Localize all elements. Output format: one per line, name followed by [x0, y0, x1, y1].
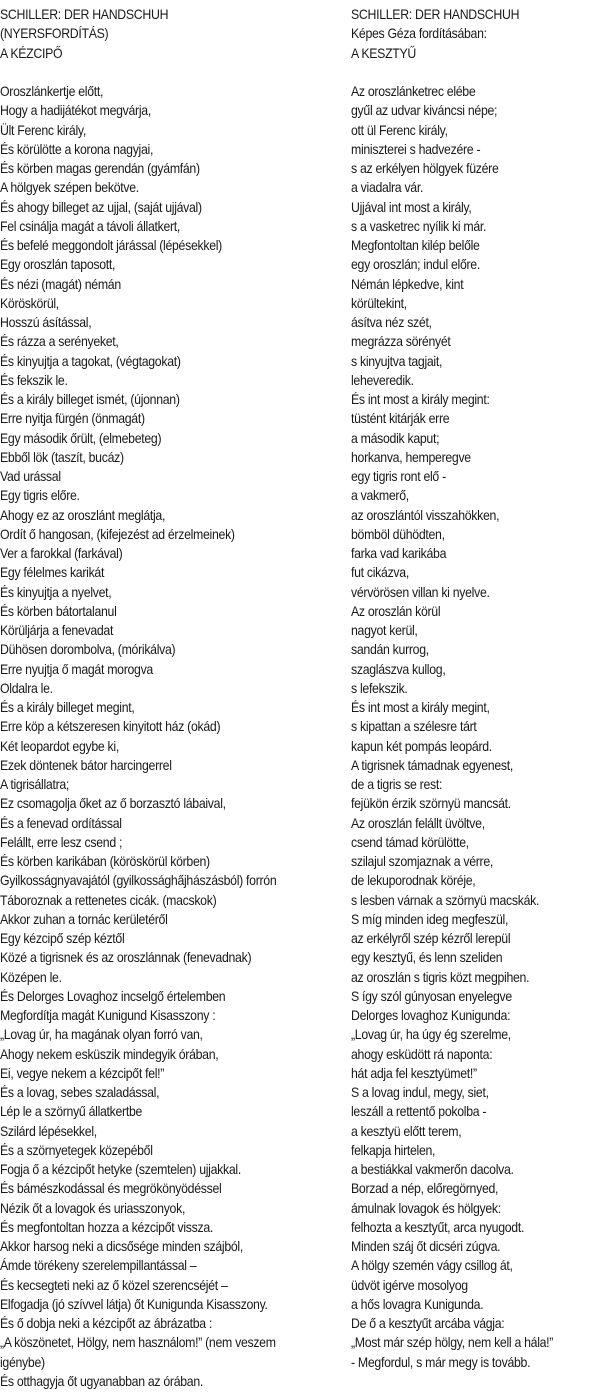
stanza-gap [0, 63, 276, 82]
poem-line: de a tigris se rest: [351, 776, 443, 792]
poem-line: fut cikázva, [351, 564, 409, 581]
poem-line: Az oroszlán körül [351, 602, 441, 619]
poem-line: Borzad a nép, előregörnyed, [351, 1180, 499, 1197]
poem-line: a kesztyü előtt terem, [351, 1122, 462, 1139]
poem-line: És megfontoltan hozza a kézcipőt vissza. [0, 1218, 213, 1235]
poem-line: leszáll a rettentő pokolba - [351, 1103, 487, 1120]
poem-line: ahogy esküdött rá naponta: [351, 1045, 493, 1062]
poem-line: Erre köp a kétszeresen kinyitott ház (okád) [0, 718, 221, 735]
poem-line: megrázza sörényét [351, 333, 451, 350]
poem-line: És kecsegteti neki az ő közel szerencséjét – [0, 1276, 228, 1293]
poem-line: a viadalra vár. [351, 179, 424, 196]
poem-line: S így szól gúnyosan enyelegve [351, 987, 512, 1004]
poem-line: „A köszönetet, Hölgy, nem használom!” (nem veszem [0, 1334, 276, 1351]
poem-line: az oroszlántól visszahökken, [351, 506, 500, 523]
poem-line: „Most már szép hölgy, nem kell a hála!” [351, 1334, 554, 1351]
poem-line: Lép le a szörnyű állatkertbe [0, 1103, 143, 1120]
poem-line: sandán kurrog, [351, 641, 429, 658]
poem-line: igénybe) [0, 1353, 45, 1370]
poem-line: És ő dobja neki a kézcipőt az ábrázatba : [0, 1315, 213, 1331]
poem-line: Gyilkosságnyavajától (gyilkosságha̋jhászásból) forrón [0, 872, 277, 889]
poem-line: Ebből lök (taszít, bucáz) [0, 448, 124, 465]
poem-line: Vad urással [0, 468, 61, 484]
poem-line: Egy kézcipő szép kéztől [0, 930, 125, 946]
poem-line: Az oroszlán felállt üvöltve, [351, 814, 485, 831]
poem-line: És nézi (magát) némán [0, 275, 121, 292]
poem-line: s lefekszik. [351, 679, 408, 696]
poem-line: Megfontoltan kilép belőle [351, 237, 480, 253]
poem-line: csend támad körülötte, [351, 833, 469, 850]
poem-line: Dühösen dorombolva, (mórikálva) [0, 641, 176, 658]
poem-source-title: SCHILLER: DER HANDSCHUH [351, 6, 520, 22]
poem-line: egy oroszlán; indul előre. [351, 256, 480, 273]
poem-line: ámulnak lovagok és hölgyek: [351, 1199, 501, 1216]
poem-line: De ő a kesztyűt arcába vágja: [351, 1315, 505, 1331]
poem-line: hát adja fel kesztyümet!” [351, 1064, 477, 1081]
poem-line: Fogja ő a kézcipőt hetyke (szemtelen) ujjakkal. [0, 1161, 241, 1177]
poem-line: ott ül Ferenc király, [351, 121, 448, 138]
poem-line: Nézik őt a lovagok és uriasszonyok, [0, 1199, 186, 1216]
poem-line: S a lovag indul, megy, siet, [351, 1084, 489, 1100]
poem-line: szilajul szomjaznak a vérre, [351, 853, 494, 869]
poem-line: Hogy a hadijátékot megvárja, [0, 102, 151, 119]
poem-line: gyűl az udvar kiváncsi népe; [351, 102, 498, 119]
poem-line: tüstént kitárják erre [351, 410, 450, 427]
poem-line: Ei, vegye nekem a kézcipőt fel!” [0, 1064, 165, 1081]
poem-line: fejükön érzik szörnyü mancsát. [351, 795, 511, 812]
poem-line: de lekuporodnak köréje, [351, 872, 476, 889]
poem-line: Ver a farokkal (farkával) [0, 545, 123, 561]
poem-line: Ült Ferenc király, [0, 121, 86, 138]
poem-line: És int most a király megint: [351, 391, 490, 407]
poem-line: Ez csomagolja őket az ő borzasztó lábaival, [0, 795, 226, 812]
poem-line: az oroszlán s tigris közt megpihen. [351, 968, 530, 985]
poem-line: Ámde törékeny szerelempillantással – [0, 1257, 197, 1274]
poem-line: a hős lovagra Kunigunda. [351, 1295, 484, 1312]
poem-line: És Delorges Lovaghoz incselgő értelemben [0, 987, 226, 1004]
poem-line: ásítva néz szét, [351, 314, 432, 330]
poem-line: Akkor zuhan a tornác kerületéről [0, 910, 168, 927]
poem-line: „Lovag úr, ha magának olyan forró van, [0, 1026, 203, 1043]
poem-line: egy kesztyű, és lenn szeliden [351, 949, 503, 966]
poem-line: egy tigris ront elő - [351, 468, 446, 484]
literal-translation-header [0, 5, 276, 63]
poem-line: Felállt, erre lesz csend ; [0, 833, 123, 850]
poem-line: Ujjával int most a király, [351, 198, 472, 215]
poem-line: Szilárd lépésekkel, [0, 1122, 97, 1139]
poem-line: A hölgy szemén vágy csillog át, [351, 1257, 513, 1274]
poem-line: És rázza a serényeket, [0, 333, 119, 350]
poem-line: nagyot kerül, [351, 622, 418, 638]
poem-line: És körben bátortalanul [0, 602, 117, 619]
poem-line: És körülötte a korona nagyjai, [0, 140, 154, 157]
poem-line: szaglászva kullog, [351, 660, 446, 677]
poem-line: s az erkélyen hölgyek füzére [351, 160, 499, 176]
literal-translation-text [0, 82, 276, 1391]
translation-type-label: (NYERSFORDÍTÁS) [0, 25, 109, 42]
poem-line: „Lovag úr, ha úgy ég szerelme, [351, 1026, 511, 1043]
poem-line: s kipattan a szélesre tárt [351, 718, 477, 735]
poem-line: üdvöt igérve mosolyog [351, 1276, 468, 1293]
poem-line: leheveredik. [351, 371, 414, 388]
poem-line: Megfordítja magát Kunigund Kisasszony : [0, 1007, 216, 1023]
poem-line: Ezek döntenek bátor harcingerrel [0, 756, 172, 773]
poem-line: Oldalra le. [0, 679, 53, 696]
poem-line: felhozta a kesztyűt, arca nyugodt. [351, 1218, 525, 1235]
poetic-translation-text [351, 82, 553, 1372]
poem-line: A tigrisnek támadnak egyenest, [351, 756, 513, 773]
poem-line: És kinyujtja a tagokat, (végtagokat) [0, 352, 181, 369]
poem-line: Egy tigris előre. [0, 487, 80, 504]
poem-line: Minden száj őt dicséri zúgva. [351, 1238, 501, 1254]
poem-line: s a vasketrec nyílik ki már. [351, 217, 487, 234]
poem-line: Középen le. [0, 968, 62, 985]
poetic-translation-column [351, 5, 553, 1372]
poem-line: Erre nyujtja ő magát morogva [0, 660, 153, 677]
poem-line: Ahogy ez az oroszlánt meglátja, [0, 506, 166, 523]
poem-line: Az oroszlánketrec elébe [351, 83, 476, 99]
poem-title: A KESZTYŰ [351, 44, 417, 61]
poem-line: bömböl dühödten, [351, 525, 445, 542]
poem-line: s lesben várnak a szörnyü macskák. [351, 891, 540, 908]
stanza-gap [351, 63, 553, 82]
poem-line: Némán lépkedve, kint [351, 275, 464, 292]
poem-line: vérvörösen villan ki nyelve. [351, 583, 490, 600]
poem-line: És int most a király megint, [351, 699, 490, 715]
poetic-translation-header [351, 5, 553, 63]
poem-title: A KÉZCIPŐ [0, 44, 63, 61]
poem-line: Egy oroszlán taposott, [0, 256, 116, 273]
poem-line: És körben magas gerendán (gyámfán) [0, 160, 200, 176]
poem-line: És a király billeget megint, [0, 699, 135, 715]
literal-translation-column [0, 5, 276, 1391]
poem-line: miniszterei s hadvezére - [351, 140, 481, 157]
poem-line: Táboroznak a rettenetes cicák. (macskok) [0, 891, 217, 908]
poem-line: farka vad karikába [351, 545, 447, 561]
poem-line: Ordít ő hangosan, (kifejezést ad érzelmeinek) [0, 525, 235, 542]
poem-line: Oroszlánkertje előtt, [0, 83, 104, 99]
poem-line: És a szörnyetegek közepéből [0, 1141, 153, 1158]
poem-line: És a fenevad ordítással [0, 814, 122, 831]
poem-line: S míg minden ideg megfeszül, [351, 910, 509, 927]
poem-line: horkanva, hemperegve [351, 448, 471, 465]
poem-line: És bámészkodással és megrökönyödéssel [0, 1180, 222, 1197]
poem-line: kapun két pompás leopárd. [351, 737, 492, 754]
poem-line: Akkor harsog neki a dicsősége minden szájból, [0, 1238, 243, 1254]
poem-line: Fel csinálja magát a távoli állatkert, [0, 217, 181, 234]
poem-line: Köröskörül, [0, 294, 59, 311]
poem-line: Elfogadja (jó szívvel látja) őt Kunigunda Kisasszony. [0, 1295, 268, 1312]
poem-line: A hölgyek szépen bekötve. [0, 179, 139, 196]
poem-line: A tigrisállatra; [0, 776, 70, 792]
poem-line: Közé a tigrisnek és az oroszlánnak (fenevadnak) [0, 949, 252, 966]
poem-line: a vakmerő, [351, 487, 409, 504]
poem-line: felkapja hirtelen, [351, 1141, 436, 1158]
poem-line: Körüljárja a fenevadat [0, 622, 114, 638]
poem-line: És a király billeget ismét, (újonnan) [0, 391, 180, 407]
translator-credit: Képes Géza fordításában: [351, 25, 487, 42]
poem-line: az erkélyről szép kézről lerepül [351, 930, 511, 946]
poem-line: - Megfordul, s már megy is tovább. [351, 1353, 531, 1370]
poem-line: És körben karikában (köröskörül körben) [0, 853, 210, 869]
poem-line: És kinyujtja a nyelvet, [0, 583, 112, 600]
poem-line: Hosszú ásítással, [0, 314, 92, 330]
poem-line: s kinyujtva tagjait, [351, 352, 443, 369]
poem-line: a második kaput; [351, 429, 440, 446]
poem-line: körültekint, [351, 294, 407, 311]
poem-line: És fekszik le. [0, 371, 68, 388]
poem-line: Erre nyitja fürgén (önmagát) [0, 410, 145, 427]
poem-line: És befelé meggondolt járással (lépésekkel) [0, 237, 222, 253]
poem-line: Ahogy nekem esküszik mindegyik órában, [0, 1045, 219, 1062]
poem-line: Delorges lovaghoz Kunigunda: [351, 1007, 511, 1023]
poem-line: a bestiákkal vakmerőn dacolva. [351, 1161, 514, 1177]
poem-line: Egy félelmes karikát [0, 564, 105, 581]
poem-line: És ahogy billeget az ujjal, (saját ujjával) [0, 198, 202, 215]
poem-source-title: SCHILLER: DER HANDSCHUH [0, 6, 169, 22]
poem-line: Egy második őrült, (elmebeteg) [0, 429, 162, 446]
poem-line: És otthagyja őt ugyanabban az órában. [0, 1372, 204, 1389]
poem-line: Két leopardot egybe ki, [0, 737, 119, 754]
poem-line: És a lovag, sebes szaladással, [0, 1084, 160, 1100]
